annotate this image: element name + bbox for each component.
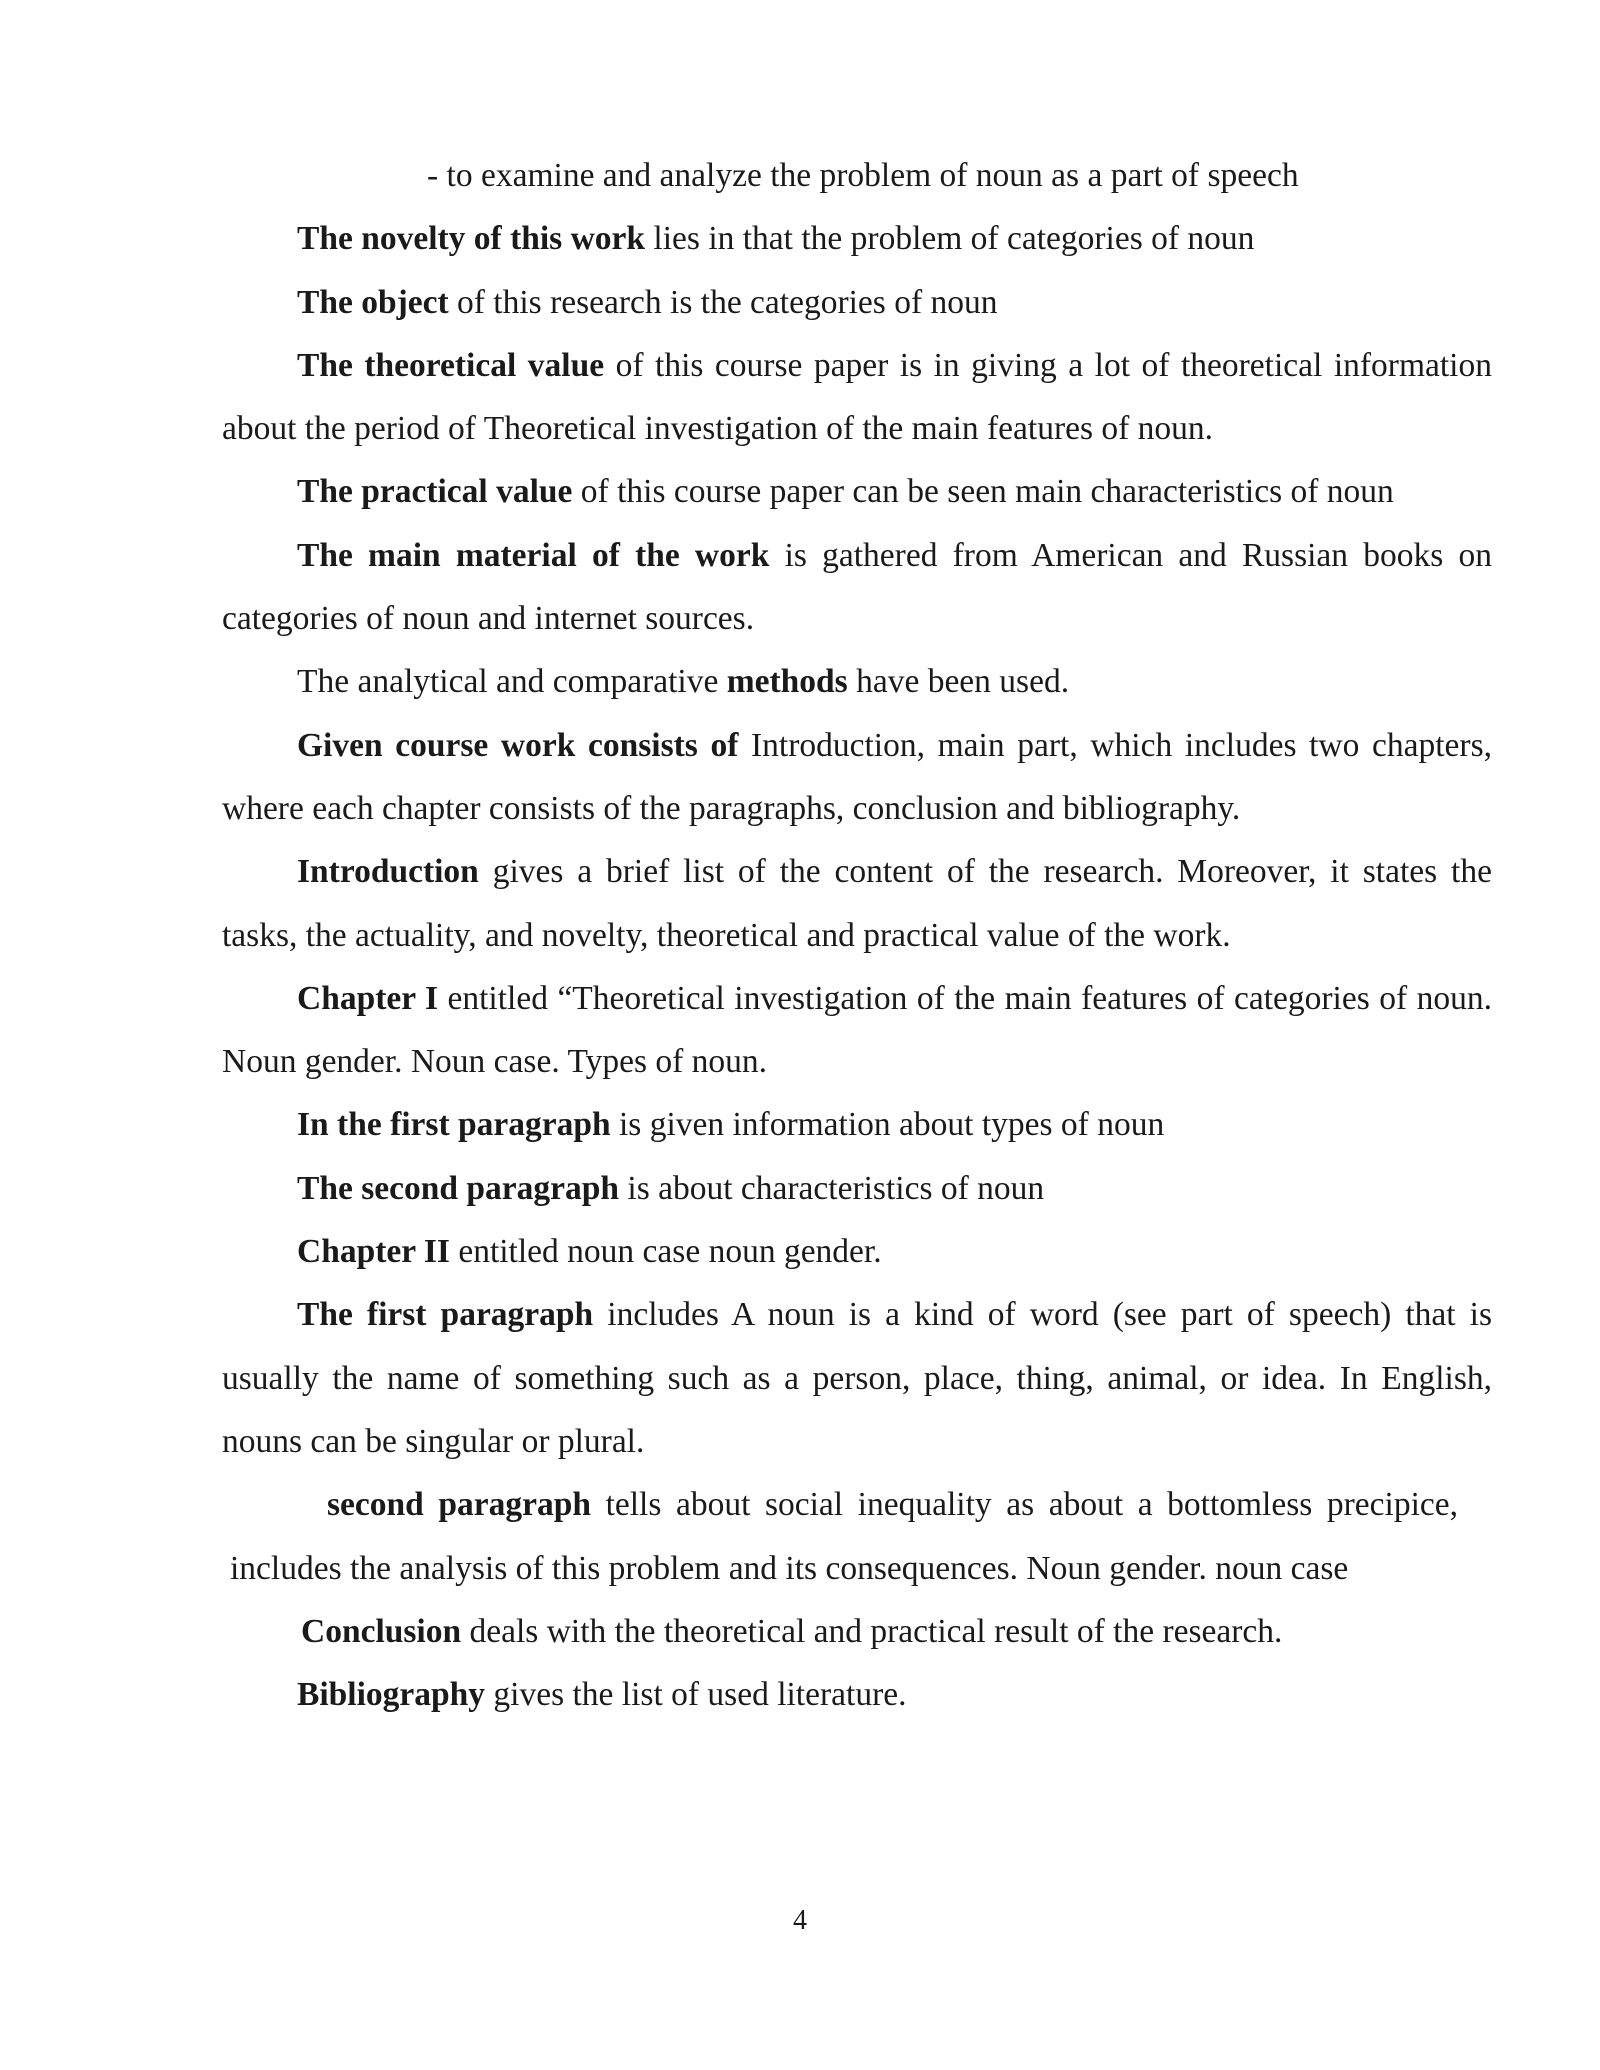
theoretical-value-heading: The theoretical value — [297, 346, 605, 384]
chapter-two-heading: Chapter II — [297, 1233, 450, 1271]
object-paragraph: The object of this research is the categories of noun — [297, 283, 998, 321]
chapter-two-first-heading: The first paragraph — [297, 1296, 594, 1334]
chapter-one-paragraph: Chapter I entitled “Theoretical investigation of the main features of categories of noun. Noun gender. Noun case. Types of noun. — [222, 979, 1492, 1081]
first-paragraph-heading: In the first paragraph — [297, 1106, 611, 1144]
theoretical-value-paragraph: The theoretical value of this course paper is in giving a lot of theoretical information about the period of Theoretical investigation of the main features of noun. — [222, 346, 1492, 448]
introduction-paragraph: Introduction gives a brief list of the content of the research. Moreover, it states the tasks, the actuality, and novelty, theoretical and practical value of the work. — [222, 853, 1492, 954]
main-material-paragraph: The main material of the work is gathered from American and Russian books on categories of noun and internet sources. — [222, 536, 1492, 638]
object-heading: The object — [297, 283, 449, 321]
novelty-paragraph: The novelty of this work lies in that the problem of categories of noun — [297, 220, 1255, 258]
main-material-heading: The main material of the work — [297, 536, 770, 574]
aim-bullet: - to examine and analyze the problem of noun as a part of speech — [427, 157, 1299, 194]
chapter-two-first-paragraph: The first paragraph includes A noun is a kind of word (see part of speech) that is usually the name of something such as a person, place, thing, animal, or idea. In English, nouns can be singular or plural. — [222, 1296, 1492, 1460]
chapter-one-heading: Chapter I — [297, 979, 439, 1017]
chapter-two-second-paragraph: second paragraph tells about social inequality as about a bottomless precipice, includes the analysis of this problem and its consequences. Noun gender. noun case — [230, 1486, 1459, 1587]
chapter-two-paragraph: Chapter II entitled noun case noun gender. — [297, 1233, 882, 1271]
introduction-heading: Introduction — [297, 853, 479, 891]
chapter-two-second-heading: second paragraph — [327, 1486, 591, 1524]
practical-value-paragraph: The practical value of this course paper can be seen main characteristics of noun — [297, 473, 1394, 511]
methods-paragraph: The analytical and comparative methods have been used. — [297, 663, 1070, 701]
practical-value-heading: The practical value — [297, 473, 573, 511]
conclusion-heading: Conclusion — [301, 1612, 462, 1650]
page-body — [222, 144, 1492, 1726]
structure-paragraph: Given course work consists of Introduction, main part, which includes two chapters, where each chapter consists of the paragraphs, conclusion and bibliography. — [222, 726, 1492, 827]
novelty-heading: The novelty of this work — [297, 220, 646, 258]
methods-heading: methods — [726, 663, 848, 701]
structure-heading: Given course work consists of — [297, 726, 739, 764]
second-paragraph-summary: The second paragraph is about characteristics of noun — [297, 1169, 1045, 1207]
page-number: 4 — [793, 1905, 807, 1936]
bibliography-paragraph: Bibliography gives the list of used literature. — [297, 1676, 907, 1714]
second-paragraph-heading: The second paragraph — [297, 1169, 620, 1207]
bibliography-heading: Bibliography — [297, 1676, 486, 1714]
first-paragraph-summary: In the first paragraph is given information about types of noun — [297, 1106, 1165, 1144]
conclusion-paragraph: Conclusion deals with the theoretical and practical result of the research. — [301, 1612, 1283, 1650]
